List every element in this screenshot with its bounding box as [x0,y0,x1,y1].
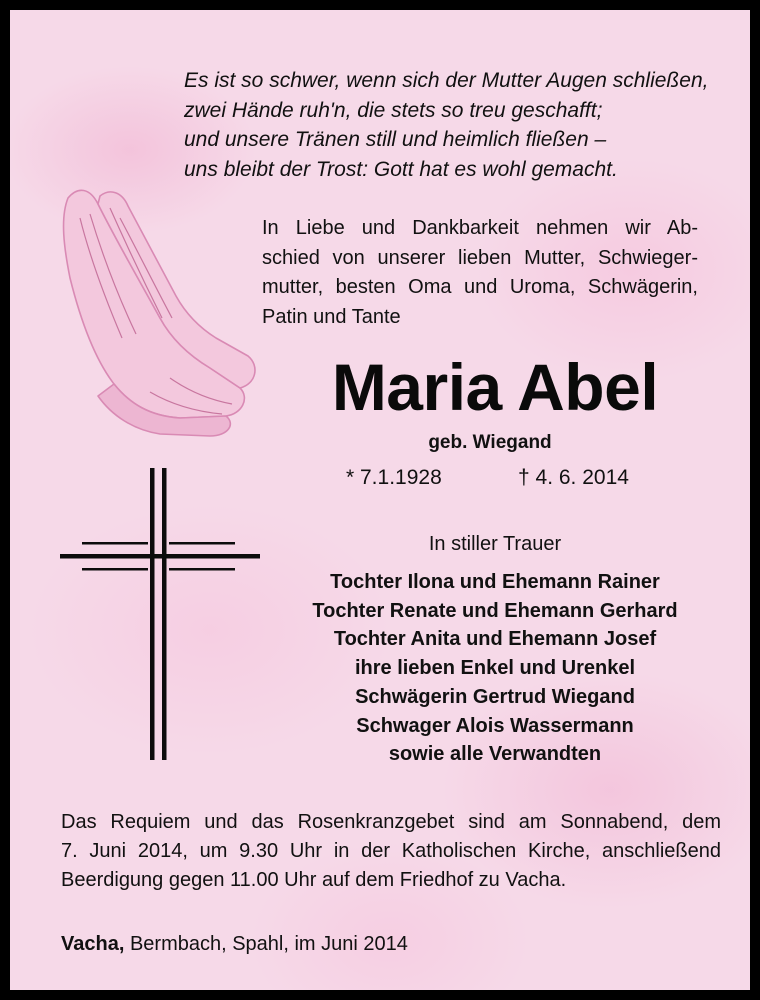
closing-line [61,930,721,958]
list-item: Schwager Alois Wassermann [356,714,634,737]
praying-hands-icon [50,178,260,438]
list-item: ihre lieben Enkel und Urenkel [354,657,636,680]
list-item: Tochter Anita und Ehemann Josef [333,628,657,651]
poem-line: uns bleibt der Trost: Gott hat es wohl gemacht. [184,157,618,181]
funeral-line: 7. Juni 2014, um 9.30 Uhr in der Katholischen Kirche, anschließend [61,840,721,862]
list-item: Tochter Renate und Ehemann Gerhard [312,599,678,622]
birth-date: * 7.1.1928 [346,466,442,489]
funeral-line: Beerdigung gegen 11.00 Uhr auf dem Friedhof zu Vacha. [61,869,567,891]
poem-line: Es ist so schwer, wenn sich der Mutter Augen schließen, [184,69,709,92]
intro-line: schied von unserer lieben Mutter, Schwieger- [262,246,698,269]
mourning-title: In stiller Trauer [428,533,562,555]
poem-line: zwei Hände ruh'n, die stets so treu geschafft; [184,98,603,122]
poem [184,66,744,184]
funeral-details [61,808,721,895]
life-dates [310,466,730,496]
list-item: Schwägerin Gertrud Wiegand [355,685,635,708]
death-date: † 4. 6. 2014 [518,466,629,489]
intro-line: Patin und Tante [262,305,401,328]
list-item: Tochter Ilona und Ehemann Rainer [330,571,660,593]
list-item: sowie alle Verwandten [388,743,602,766]
deceased-name: Maria Abel [331,350,659,424]
poem-line: und unsere Tränen still und heimlich fließen – [184,128,607,151]
closing-rest: Bermbach, Spahl, im Juni 2014 [124,933,408,955]
cross-icon [60,468,260,760]
closing-place: Vacha, [61,933,125,955]
maiden-name: geb. Wiegand [428,432,552,453]
intro-line: mutter, besten Oma und Uroma, Schwägerin, [262,276,698,298]
intro-line: In Liebe und Dankbarkeit nehmen wir Ab- [262,217,698,239]
mourners-list [260,568,730,769]
intro-text [262,214,698,332]
funeral-line: Das Requiem und das Rosenkranzgebet sind am Sonnabend, dem [61,811,721,833]
